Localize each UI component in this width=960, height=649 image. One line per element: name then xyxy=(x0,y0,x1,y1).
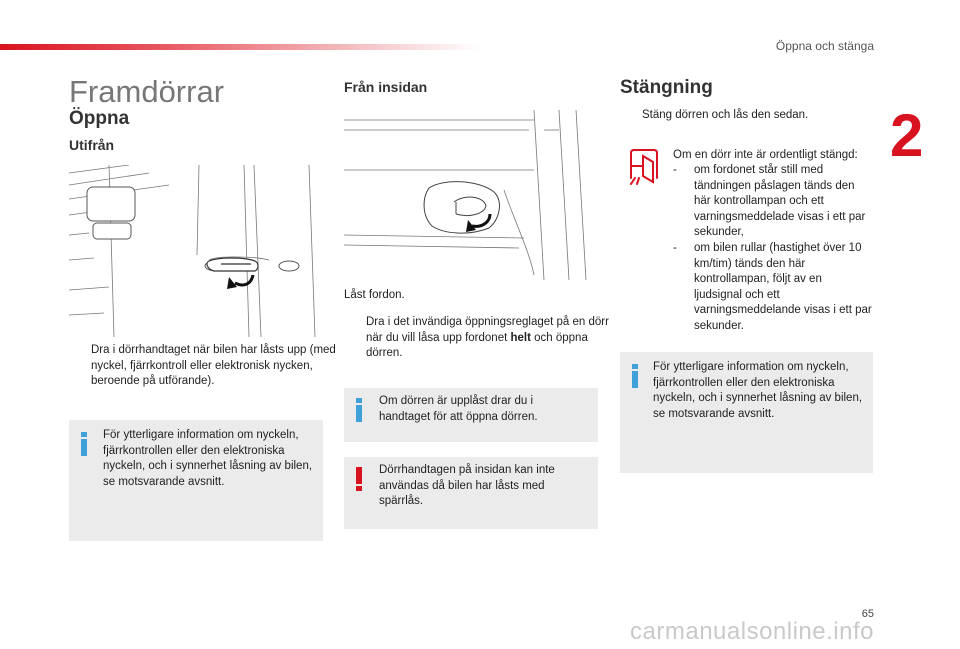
alert-intro: Om en dörr inte är ordentligt stängd: xyxy=(673,149,858,161)
inside-open-instruction xyxy=(344,315,619,362)
middle-info-box xyxy=(344,388,598,442)
inside-open-text-bold: helt xyxy=(510,331,531,344)
header-accent-bar xyxy=(0,44,480,50)
locked-vehicle-caption: Låst fordon. xyxy=(344,289,405,301)
info-icon xyxy=(81,432,87,456)
outside-heading: Utifrån xyxy=(69,137,115,153)
alert-item-1: om fordonet står still med tändningen påslagen tänds den här kontrollampan och ett varningsmeddelade visas i ett par sekunder, xyxy=(694,164,866,238)
inside-open-text-post: och öppna dörren. xyxy=(366,331,588,359)
right-info-text: För ytterligare information om nyckeln, fjärrkontrollen eller den elektroniska nyckeln, och i synnerhet låsning av bilen, se motsvarande avsnitt. xyxy=(653,361,863,420)
alert-dash-2: - xyxy=(673,242,677,254)
inside-open-text-pre: Dra i det invändiga öppningsreglaget på en dörr när du vill låsa upp fordonet xyxy=(366,316,609,344)
watermark: carmanualsonline.info xyxy=(630,618,874,645)
outside-open-instruction xyxy=(69,343,345,390)
interior-door-handle-illustration xyxy=(344,110,597,280)
closing-text: Stäng dörren och lås den sedan. xyxy=(642,109,809,121)
alert-item-2: om bilen rullar (hastighet över 10 km/tim) tänds den här kontrollampan, följt av en ljudsignal och ett varningsmeddelande visas i ett par sekunder. xyxy=(694,242,872,332)
info-icon xyxy=(356,398,362,422)
right-info-box xyxy=(620,352,873,473)
left-info-text: För ytterligare information om nyckeln, fjärrkontrollen eller den elektroniska nyckeln, och i synnerhet låsning av bilen, se motsvarande avsnitt. xyxy=(103,429,313,488)
middle-info-text: Om dörren är upplåst drar du i handtaget för att öppna dörren. xyxy=(379,395,538,423)
page-number: 65 xyxy=(861,608,874,620)
exterior-door-handle-illustration xyxy=(69,165,323,337)
page-title: Framdörrar xyxy=(69,74,225,109)
left-info-box xyxy=(69,420,323,541)
middle-warning-box xyxy=(344,457,598,529)
alert-dash-1: - xyxy=(673,164,677,176)
chapter-number: 2 xyxy=(890,102,924,169)
open-heading: Öppna xyxy=(69,108,130,129)
info-icon xyxy=(632,364,638,388)
closing-heading: Stängning xyxy=(620,77,713,98)
exclamation-icon xyxy=(356,467,362,491)
section-title: Öppna och stänga xyxy=(775,39,874,53)
middle-warning-text: Dörrhandtagen på insidan kan inte användas då bilen har låsts med spärrlås. xyxy=(379,464,555,507)
inside-heading: Från insidan xyxy=(344,79,428,95)
door-open-warning-icon xyxy=(627,148,661,188)
closing-instruction xyxy=(620,108,895,124)
outside-open-text: Dra i dörrhandtaget när bilen har låsts upp (med nyckel, fjärrkontroll eller elektronisk nycken, beroende på utförande). xyxy=(91,344,336,387)
